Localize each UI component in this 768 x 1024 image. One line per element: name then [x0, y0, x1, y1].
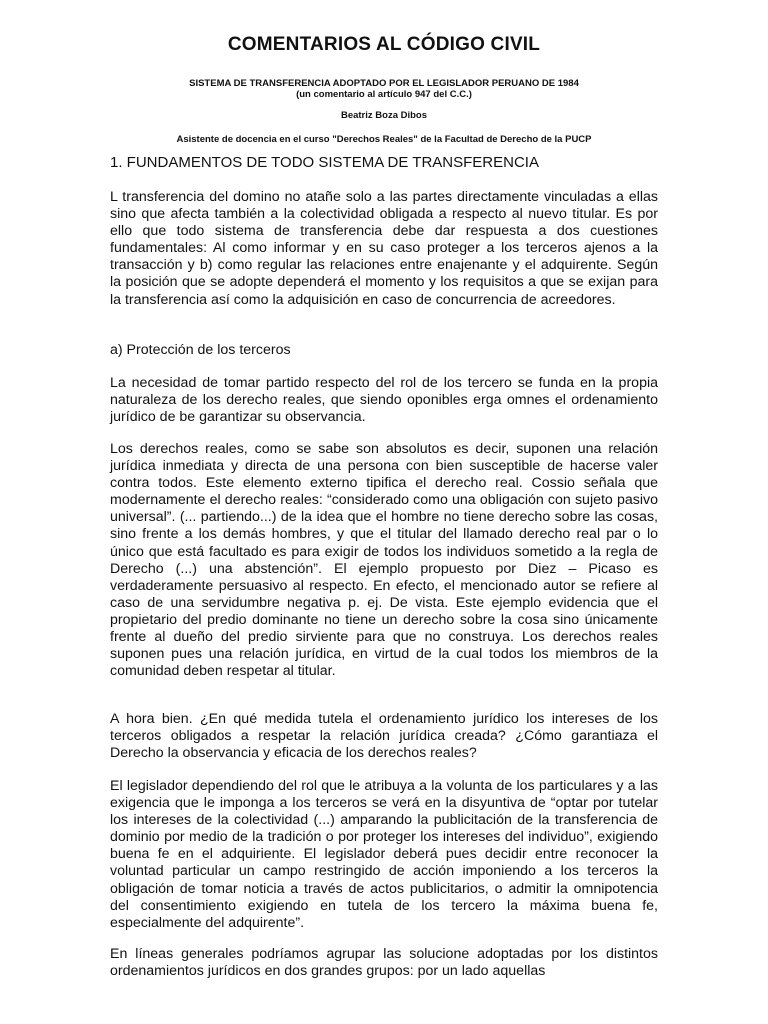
body-paragraph: La necesidad de tomar partido respecto del rol de los tercero se funda en la propia naturaleza de los derecho reales, que siendo oponibles erga omnes el ordenamiento jurídico de be garantizar su observancia. [110, 375, 658, 426]
body-paragraph: En líneas generales podríamos agrupar las solucione adoptadas por los distintos ordenamientos jurídicos en dos grandes grupos: por un lado aquellas [110, 946, 658, 980]
body-paragraph: Los derechos reales, como se sabe son absolutos es decir, suponen una relación jurídica inmediata y directa de una persona con bien susceptible de hacerse valer contra todos. Este elemento externo tipifica el derecho real. Cossio señala que modernamente el derecho reales: “considerado como una obligación con sujeto pasivo universal”. (... partiendo...) de la idea que el hombre no tiene derecho sobre las cosas, sino frente a los demás hombres, y que el titular del llamado derecho real par o lo único que está facultado es para exigir de todos los individuos sometido a la regla de Derecho (...) una abstención”. El ejemplo propuesto por Diez – Picaso es verdaderamente persuasivo al respecto. En efecto, el mencionado autor se refiere al caso de una servidumbre negativa p. ej. De vista. Este ejemplo evidencia que el propietario del predio dominante no tiene un derecho sobre la cosa sino únicamente frente al dueño del predio sirviente para que no construya. Los derechos reales suponen pues una relación jurídica, en virtud de la cual todos los miembros de la comunidad deben respetar al titular. [110, 441, 658, 680]
section-heading: 1. FUNDAMENTOS DE TODO SISTEMA DE TRANSFERENCIA [110, 154, 539, 171]
document-subtitle-note: (un comentario al artículo 947 del C.C.) [296, 89, 472, 100]
subsection-heading: a) Protección de los terceros [110, 342, 291, 358]
body-paragraph: El legislador dependiendo del rol que le atribuya a la volunta de los particulares y a las exigencia que le imponga a los terceros se verá en la disyuntiva de “optar por tutelar los intereses de la colectividad (...) amparando la publicitación de la transferencia de dominio por medio de la tradición o por proteger los intereses del individuo”, exigiendo buena fe en el adquiriente. El legislador deberá pues decidir entre reconocer la voluntad particular un campo restringido de acción imponiendo a los terceros la obligación de tomar noticia a través de actos publicitarios, o admitir la omnipotencia del consentimiento exigiendo en tutela de los tercero la máxima buena fe, especialmente del adquirente”. [110, 778, 658, 931]
document-title: COMENTARIOS AL CÓDIGO CIVIL [227, 34, 541, 55]
author-affiliation: Asistente de docencia en el curso "Derechos Reales" de la Facultad de Derecho de la PUCP [176, 134, 592, 145]
intro-paragraph: L transferencia del domino no atañe solo a las partes directamente vinculadas a ellas sino que afecta también a la colectividad obligada a respecto al nuevo titular. Es por ello que todo sistema de transferencia debe dar respuesta a dos cuestiones fundamentales: Al como informar y en su caso proteger a los terceros ajenos a la transacción y b) como regular las relaciones entre enajenante y el adquirente. Según la posición que se adopte dependerá el momento y los requisitos a que se exijan para la transferencia así como la adquisición en caso de concurrencia de acreedores. [110, 189, 658, 308]
document-subtitle: SISTEMA DE TRANSFERENCIA ADOPTADO POR EL LEGISLADOR PERUANO DE 1984 [189, 78, 579, 89]
author-name: Beatriz Boza Dibos [340, 110, 428, 121]
body-paragraph: A hora bien. ¿En qué medida tutela el ordenamiento jurídico los intereses de los terceros obligados a respetar la relación jurídica creada? ¿Cómo garantiaza el Derecho la observancia y eficacia de los derechos reales? [110, 711, 658, 762]
